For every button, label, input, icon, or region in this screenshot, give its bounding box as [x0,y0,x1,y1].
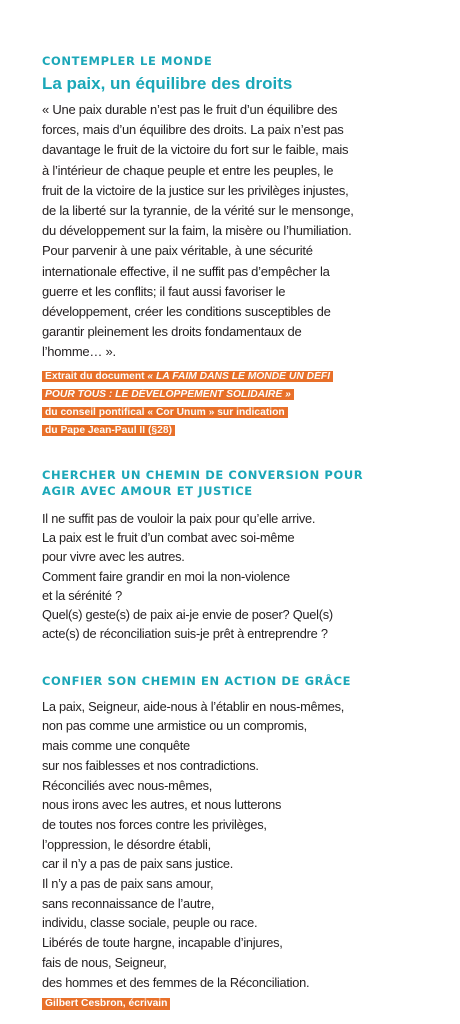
source-line: du conseil pontifical « Cor Unum » sur indication [42,407,288,419]
author-tag: Gilbert Cesbron, écrivain [42,998,170,1010]
text-line: internationale effective, il ne suffit pas d’empêcher la [42,263,330,279]
text-line: fais de nous, Seigneur, [42,954,167,970]
text-line: sans reconnaissance de l’autre, [42,895,215,911]
source-prefix: Extrait du document [45,370,148,382]
text-line: fruit de la victoire de la justice sur les privilèges injustes, [42,182,349,198]
document-title: « LA FAIM DANS LE MONDE UN DÉFI [147,370,331,382]
text-line: La paix est le fruit d’un combat avec soi-même [42,529,295,545]
text-line: Libérés de toute hargne, incapable d’injures, [42,935,283,951]
text-line: des hommes et des femmes de la Réconciliation. [42,974,310,990]
text-line: car il n’y a pas de paix sans justice. [42,856,234,872]
kicker-line: CHERCHER UN CHEMIN DE CONVERSION POUR [42,467,364,482]
text-line: nous irons avec les autres, et nous lutterons [42,797,282,813]
text-line: pour vivre avec les autres. [42,549,185,565]
text-line: forces, mais d’un équilibre des droits. La paix n’est pas [42,122,344,138]
text-line: Il ne suffit pas de vouloir la paix pour qu’elle arrive. [42,510,316,526]
document-title: POUR TOUS : LE DÉVELOPPEMENT SOLIDAIRE » [45,388,291,400]
section-confier [42,674,460,1012]
text-line: Pour parvenir à une paix véritable, à une sécurité [42,243,313,259]
kicker-line: AGIR AVEC AMOUR ET JUSTICE [42,483,253,498]
text-line: de la liberté sur la tyrannie, de la vérité sur le mensonge, [42,203,354,219]
section-kicker: CONTEMPLER LE MONDE [42,54,213,68]
section-title: La paix, un équilibre des droits [42,74,293,93]
source-citation [42,366,460,438]
text-line: mais comme une conquête [42,738,190,754]
text-line: Il n’y a pas de paix sans amour, [42,876,214,892]
reflection-text [42,509,460,644]
text-line: du développement sur la faim, la misère ou l’humiliation. [42,223,352,239]
text-line: sur nos faiblesses et nos contradictions. [42,757,259,773]
text-line: « Une paix durable n’est pas le fruit d’un équilibre des [42,102,338,117]
text-line: Réconciliés avec nous-mêmes, [42,777,213,793]
text-line: Comment faire grandir en moi la non-violence [42,568,290,584]
text-line: l’oppression, le désordre établi, [42,836,211,852]
source-line: du Pape Jean-Paul II (§28) [42,425,175,437]
quote-text [42,100,460,363]
prayer-text [42,697,460,993]
text-line: Quel(s) geste(s) de paix ai-je envie de poser? Quel(s) [42,607,333,623]
text-line: de toutes nos forces contre les privilèges, [42,816,267,832]
text-line: guerre et les conflits; il faut aussi favoriser le [42,283,286,299]
section-kicker [42,467,460,499]
author-credit [42,993,460,1011]
text-line: individu, classe sociale, peuple ou race. [42,915,258,931]
text-line: et la sérénité ? [42,587,122,603]
text-line: à l’intérieur de chaque peuple et entre les peuples, le [42,162,334,178]
text-line: non pas comme une armistice ou un compromis, [42,718,307,734]
text-line: acte(s) de réconciliation suis-je prêt à entreprendre ? [42,626,328,642]
text-line: l’homme… ». [42,344,116,360]
section-contempler [42,54,460,438]
text-line: davantage le fruit de la victoire du fort sur le faible, mais [42,142,349,158]
text-line: La paix, Seigneur, aide-nous à l’établir en nous-mêmes, [42,698,345,714]
text-line: développement, créer les conditions susceptibles de [42,304,331,320]
section-kicker: CONFIER SON CHEMIN EN ACTION DE GRÂCE [42,673,352,688]
source-line [42,371,333,383]
source-line [42,389,294,401]
text-line: garantir pleinement les droits fondamentaux de [42,324,302,340]
section-chercher [42,467,460,644]
